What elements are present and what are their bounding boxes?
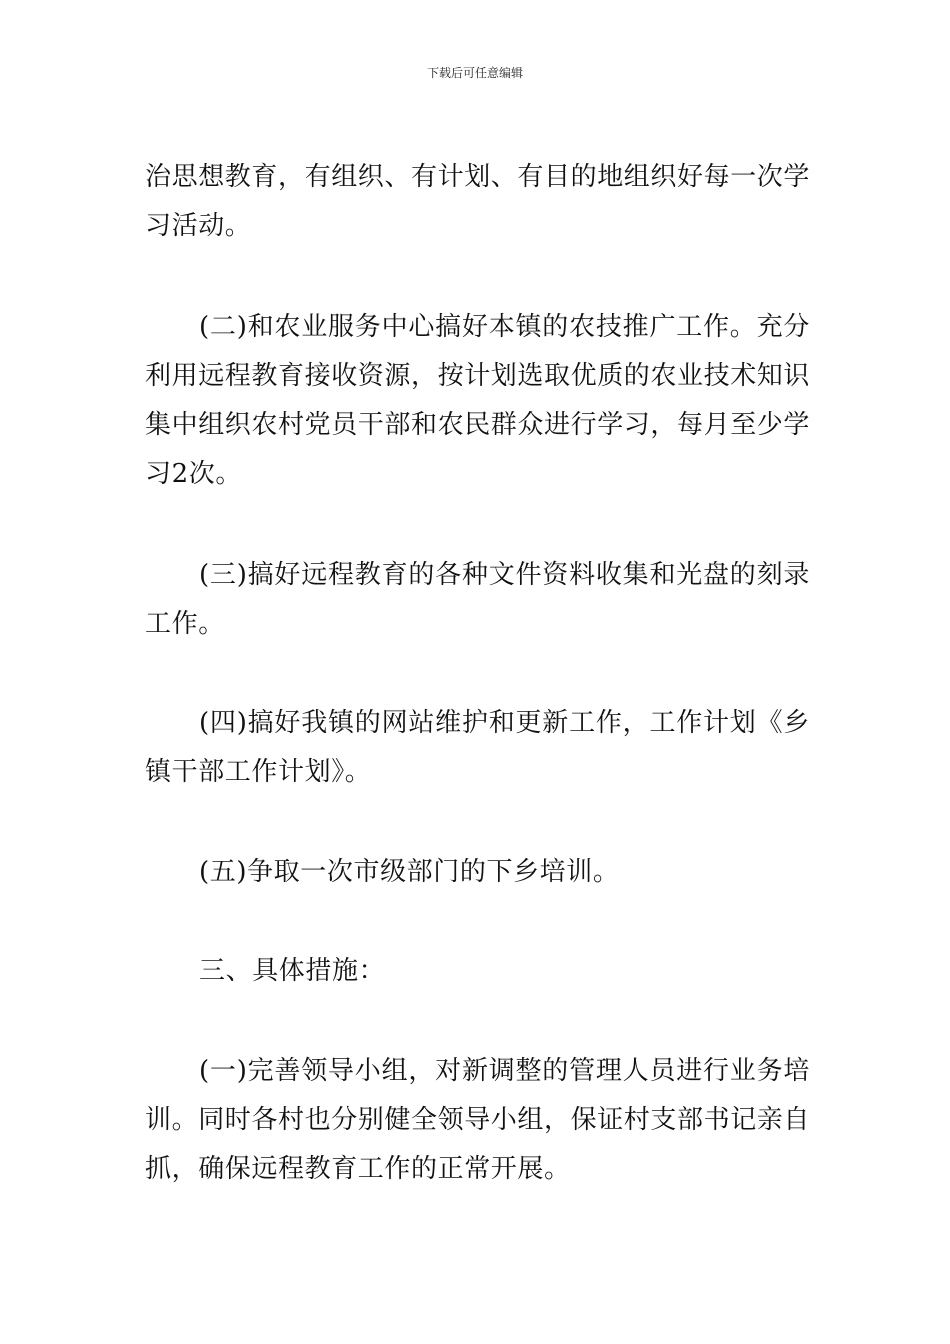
paragraph-continuation: 治思想教育，有组织、有计划、有目的地组织好每一次学习活动。 bbox=[145, 162, 811, 241]
page-header-note: 下载后可任意编辑 bbox=[426, 66, 523, 80]
section-heading-measures: 三、具体措施： bbox=[199, 956, 386, 986]
paragraph-item-2: (二)和农业服务中心搞好本镇的农技推广工作。充分利用远程教育接收资源，按计划选取优质的农业技术知识集中组织农村党员干部和农民群众进行学习，每月至少学习2次。 bbox=[145, 312, 811, 489]
paragraph-item-5: (五)争取一次市级部门的下乡培训。 bbox=[199, 857, 620, 887]
paragraph-item-3: (三)搞好远程教育的各种文件资料收集和光盘的刻录工作。 bbox=[145, 560, 810, 639]
paragraph-measure-1: (一)完善领导小组，对新调整的管理人员进行业务培训。同时各村也分别健全领导小组，保证村支部书记亲自抓，确保远程教育工作的正常开展。 bbox=[145, 1056, 811, 1184]
paragraph-item-4: (四)搞好我镇的网站维护和更新工作，工作计划《乡镇干部工作计划》。 bbox=[145, 708, 810, 787]
